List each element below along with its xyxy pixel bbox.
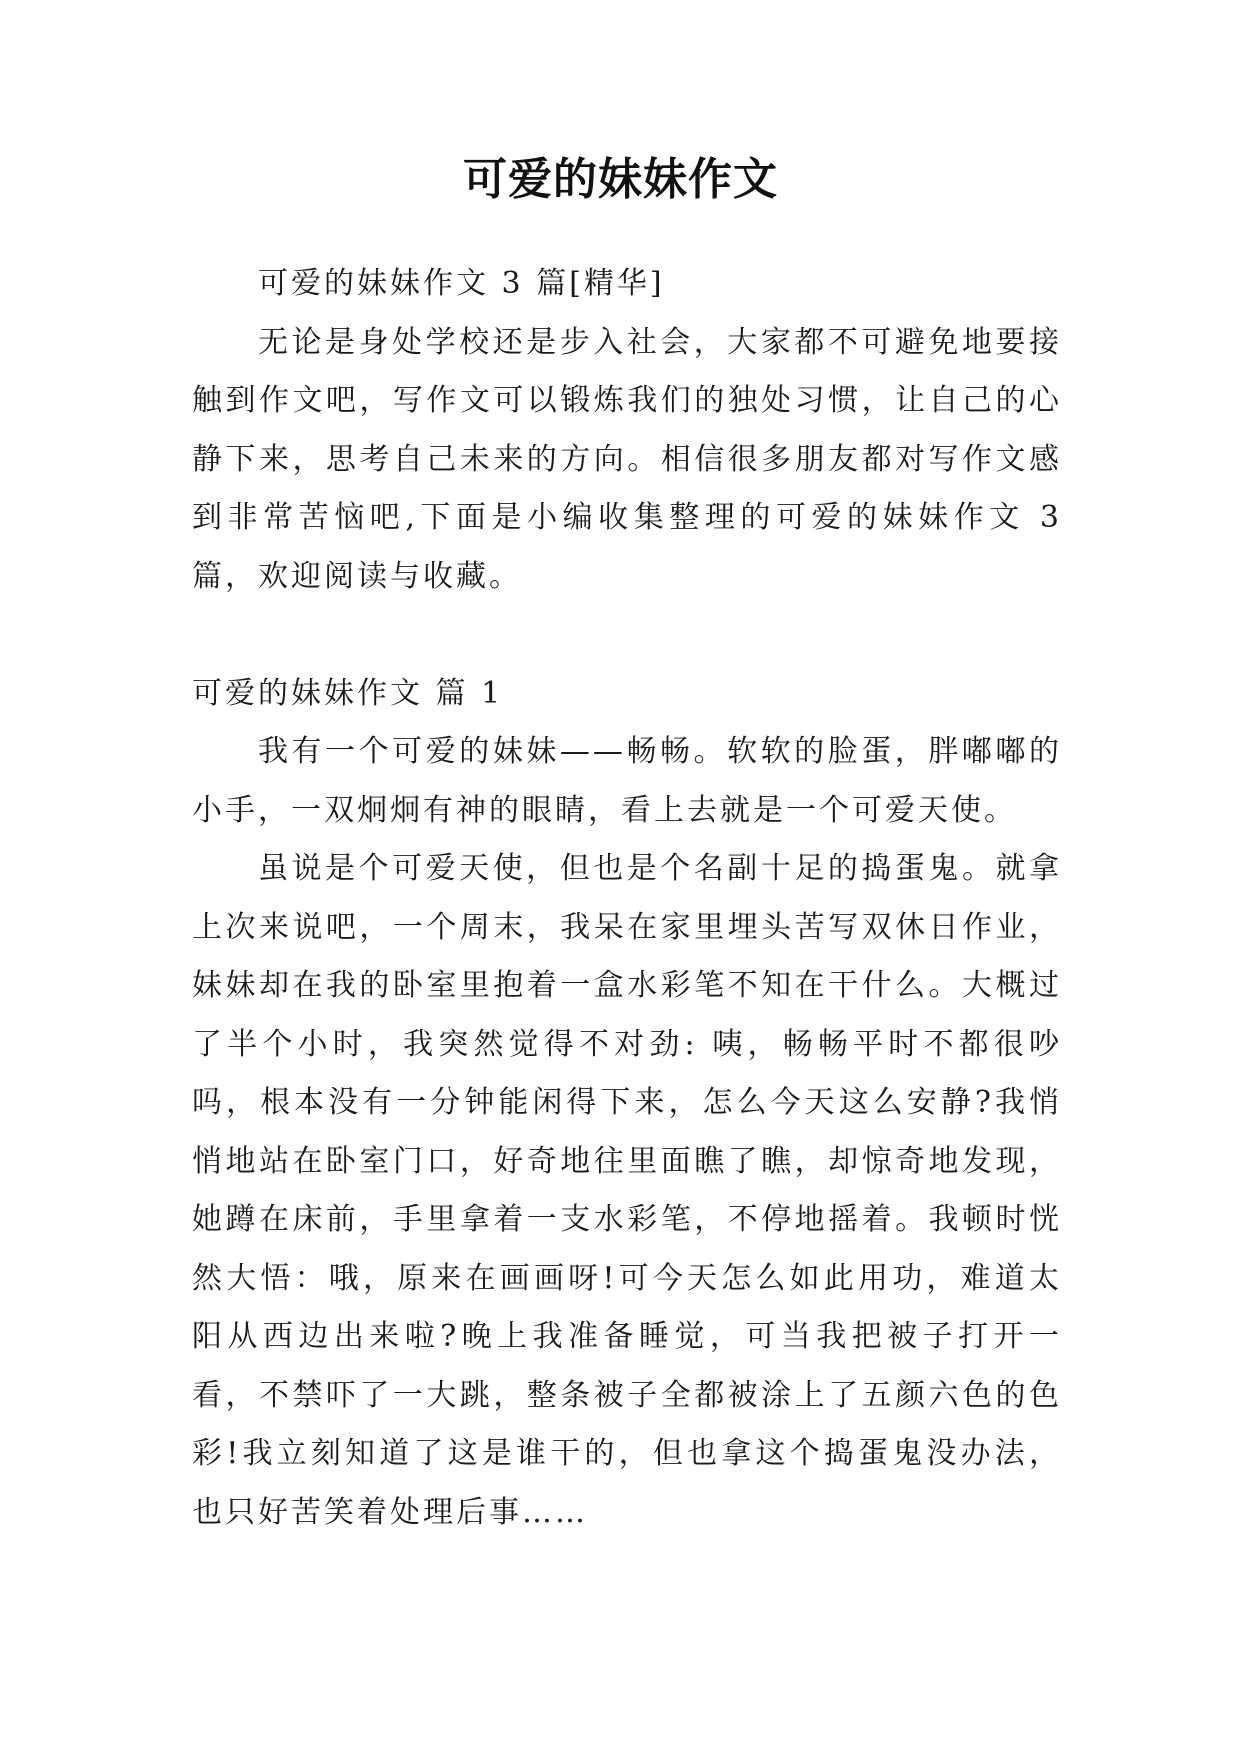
body-paragraph: 我有一个可爱的妹妹——畅畅。软软的脸蛋，胖嘟嘟的小手，一双炯炯有神的眼睛，看上去就是一个可爱天使。 xyxy=(192,734,1062,828)
document-body xyxy=(192,255,1062,1542)
document-subtitle: 可爱的妹妹作文 3 篇[精华] xyxy=(258,266,665,301)
section-heading: 可爱的妹妹作文 篇 1 xyxy=(192,675,504,711)
document-title: 可爱的妹妹作文 xyxy=(463,154,778,205)
body-paragraph: 虽说是个可爱天使，但也是个名副十足的捣蛋鬼。就拿上次来说吧，一个周末，我呆在家里埋头苦写双休日作业，妹妹却在我的卧室里抱着一盒水彩笔不知在干什么。大概过了半个小时，我突然觉得不对劲: 咦，畅畅平时不都很吵吗，根本没有一分钟能闲得下来，怎么今天这么安静?我悄悄地站在卧室门口，好奇地往里面瞧了瞧，却惊奇地发现，她蹲在床前，手里拿着一支水彩笔，不停地摇着。我顿时恍然大悟：哦，原来在画画呀!可今天怎么如此用功，难道太阳从西边出来啦?晚上我准备睡觉，可当我把被子打开一看，不禁吓了一大跳，整条被子全都被涂上了五颜六色的色彩!我立刻知道了这是谁干的，但也拿这个捣蛋鬼没办法，也只好苦笑着处理后事…… xyxy=(192,851,1062,1530)
intro-paragraph: 无论是身处学校还是步入社会，大家都不可避免地要接触到作文吧，写作文可以锻炼我们的独处习惯，让自己的心静下来，思考自己未来的方向。相信很多朋友都对写作文感到非常苦恼吧,下面是小编收集整理的可爱的妹妹作文 3 篇，欢迎阅读与收藏。 xyxy=(192,324,1062,594)
section-spacer xyxy=(192,606,1062,665)
